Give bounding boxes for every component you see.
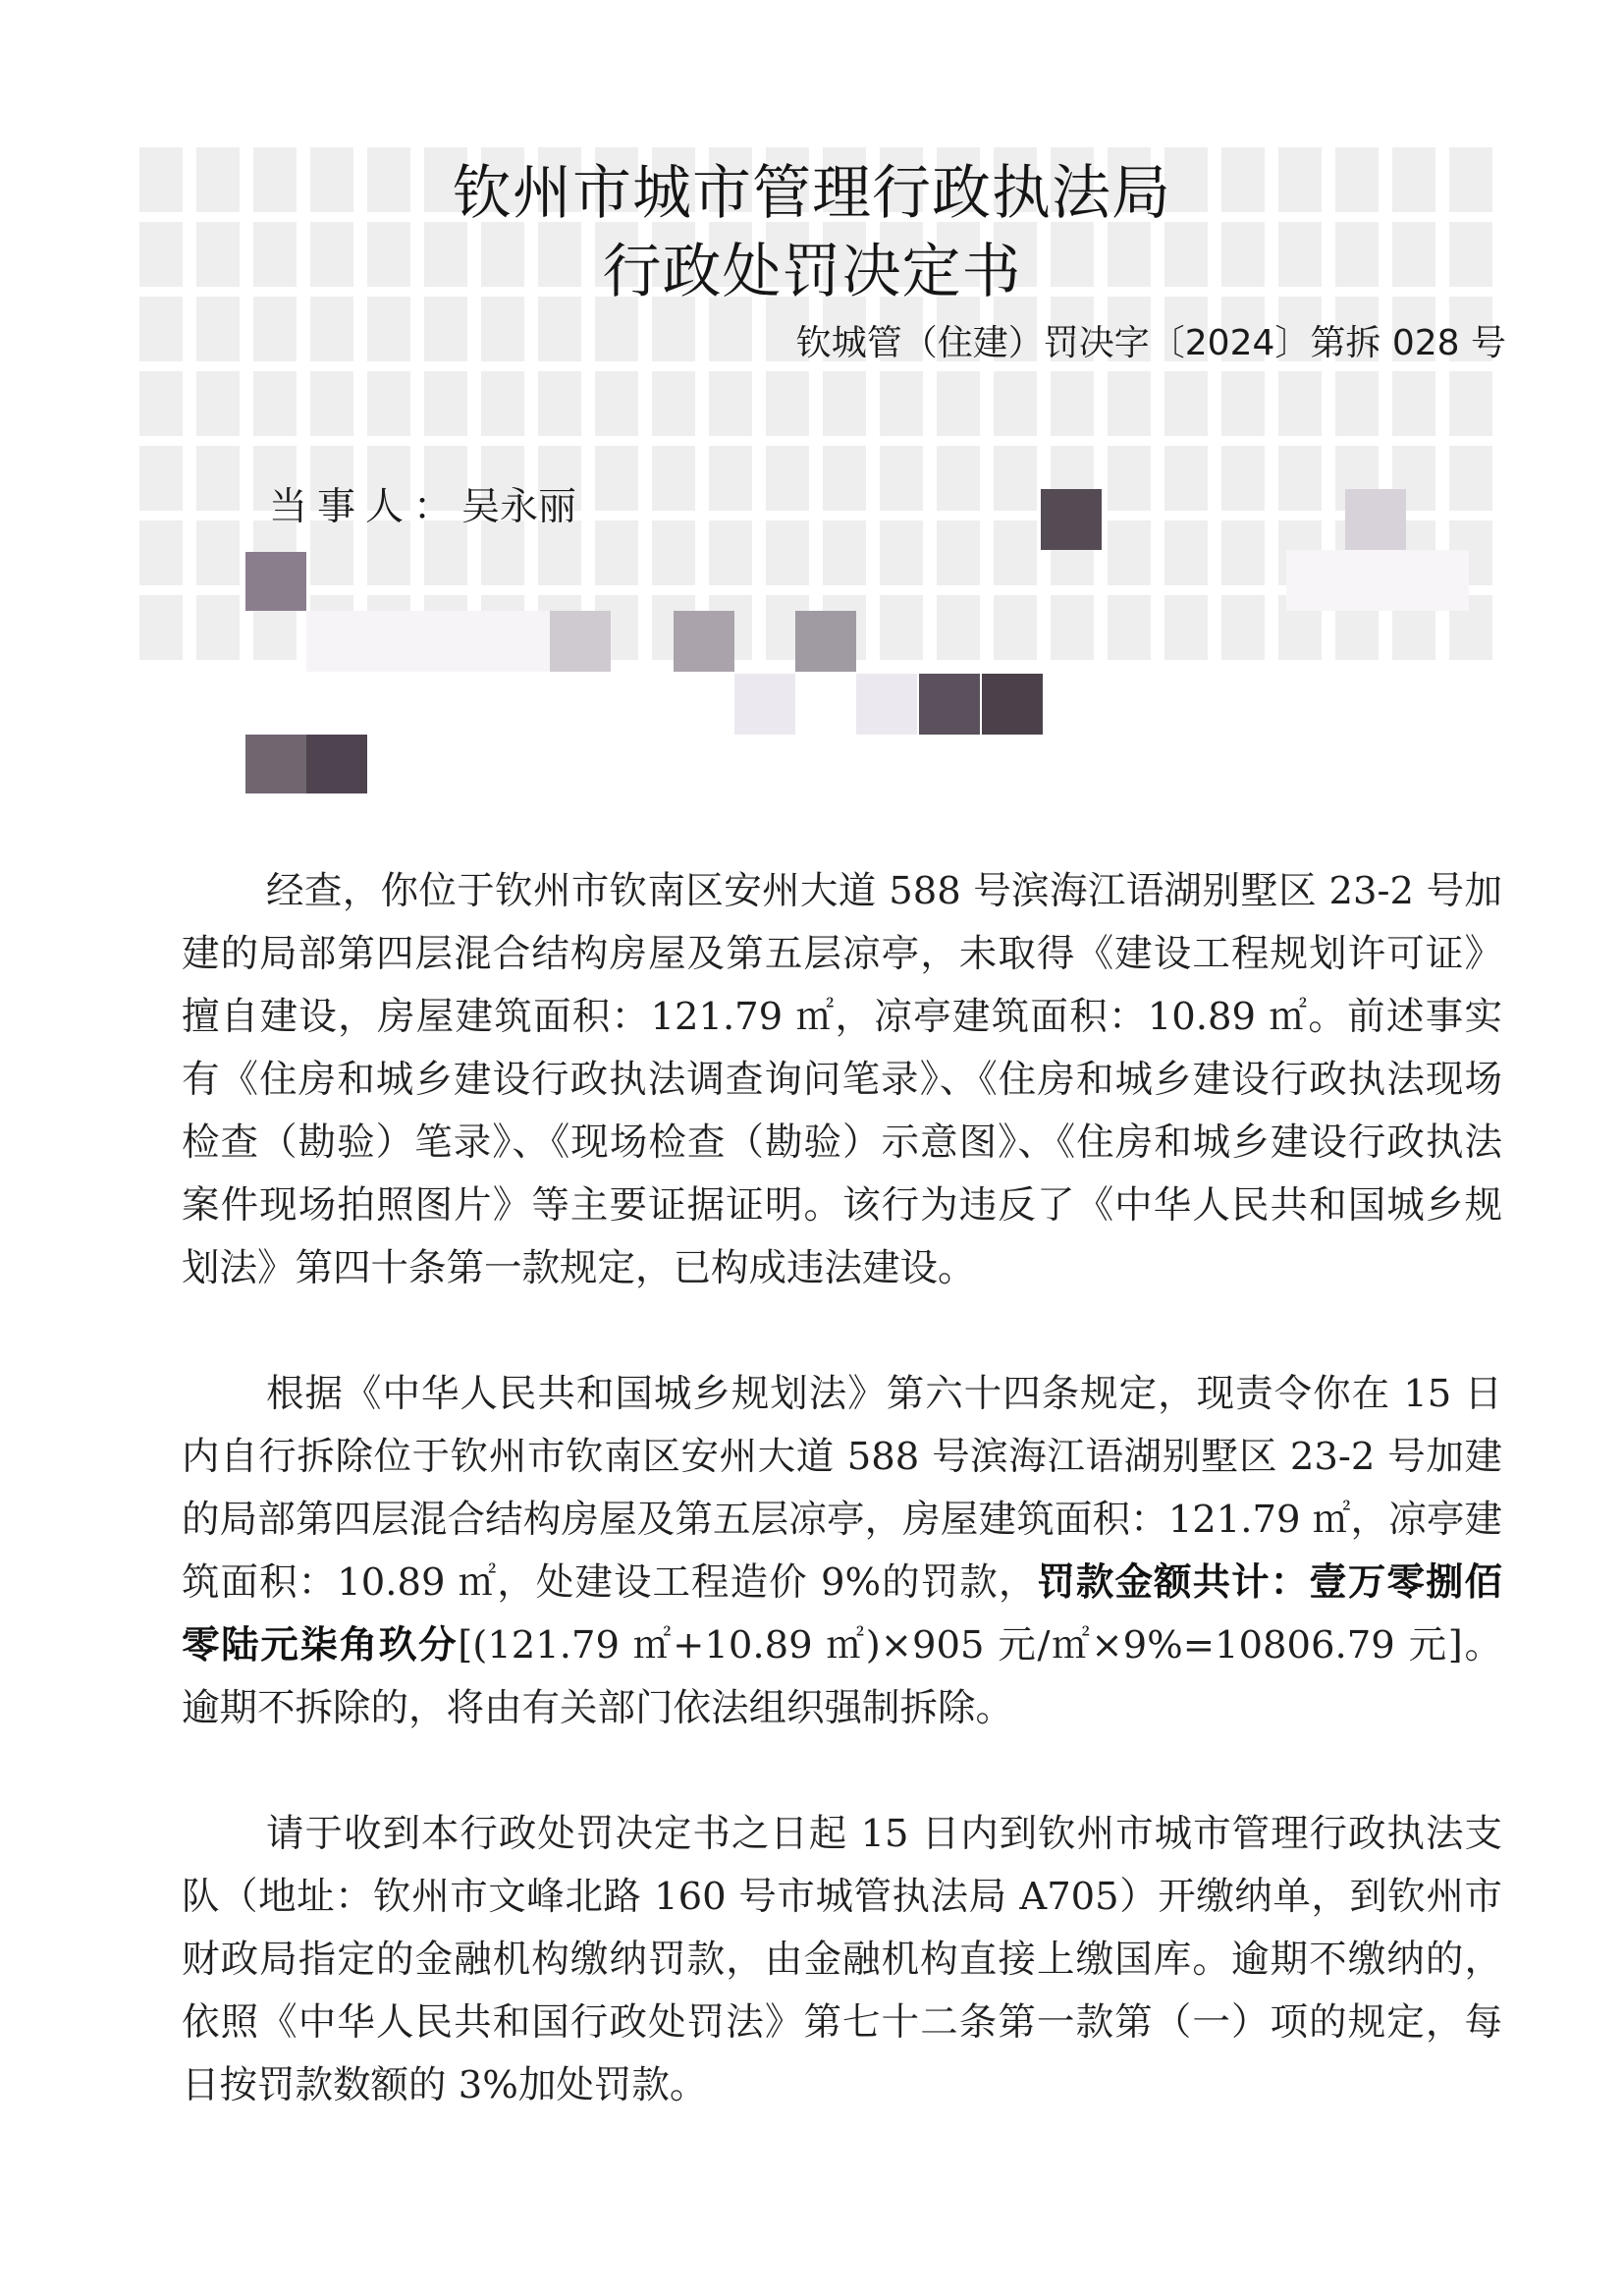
penalty-paragraph: [182, 1363, 1502, 1740]
redaction-block: [1041, 489, 1102, 550]
document-number: 钦城管（住建）罚决字〔2024〕第拆 028 号: [795, 323, 1506, 363]
redaction-block: [1345, 489, 1406, 550]
redaction-block: [1286, 550, 1469, 611]
redaction-block: [856, 674, 917, 735]
findings-paragraph: 经查，你位于钦州市钦南区安州大道 588 号滨海江语湖别墅区 23-2 号加建的局部第四层混合结构房屋及第五层凉亭，未取得《建设工程规划许可证》擅自建设，房屋建筑面积：121.79 ㎡，凉亭建筑面积：10.89 ㎡。前述事实有《住房和城乡建设行政执法调查询问笔录》、《住房和城乡建设行政执法现场检查（勘验）笔录》、《现场检查（勘验）示意图》、《住房和城乡建设行政执法案件现场拍照图片》等主要证据证明。该行为违反了《中华人民共和国城乡规划法》第四十条第一款规定，已构成违法建设。: [182, 869, 1502, 1290]
redaction-block: [550, 611, 611, 672]
redaction-block: [795, 611, 856, 672]
party-line: [269, 483, 576, 532]
redaction-block: [245, 735, 306, 793]
penalty-text: 根据《中华人民共和国城乡规划法》第六十四条规定，现责令你在 15 日内自行拆除位于钦州市钦南区安州大道 588 号滨海江语湖别墅区 23-2 号加建的局部第四层混合结构房屋及第五层凉亭，房屋建筑面积：121.79 ㎡，凉亭建筑面积：10.89 ㎡，处建设工程造价 9%的罚款，: [182, 1372, 1502, 1605]
payment-paragraph: 请于收到本行政处罚决定书之日起 15 日内到钦州市城市管理行政执法支队（地址：钦州市文峰北路 160 号市城管执法局 A705）开缴纳单，到钦州市财政局指定的金融机构缴纳罚款，由金融机构直接上缴国库。逾期不缴纳的，依照《中华人民共和国行政处罚法》第七十二条第一款第（一）项的规定，每日按罚款数额的 3%加处罚款。: [182, 1812, 1502, 2107]
redaction-block: [919, 674, 980, 735]
party-name: 吴永丽: [461, 485, 577, 529]
document-title-line2: 行政处罚决定书: [602, 238, 1022, 306]
redaction-block: [674, 611, 734, 672]
redaction-block: [982, 674, 1043, 735]
redaction-block: [306, 611, 550, 672]
redaction-block: [734, 674, 795, 735]
redaction-block: [245, 552, 306, 611]
party-label: 当事人：: [269, 485, 462, 529]
redaction-block: [306, 735, 367, 793]
fine-calculation-text: [(121.79 ㎡+10.89 ㎡)×905 元/㎡×9%=10806.79 元]。逾期不拆除的，将由有关部门依法组织强制拆除。: [182, 1623, 1502, 1730]
document-title-line1: 钦州市城市管理行政执法局: [453, 159, 1171, 228]
fine-amount-text: 罚款金额共计：壹万零捌佰零陆元柒角玖分: [182, 1560, 1502, 1667]
